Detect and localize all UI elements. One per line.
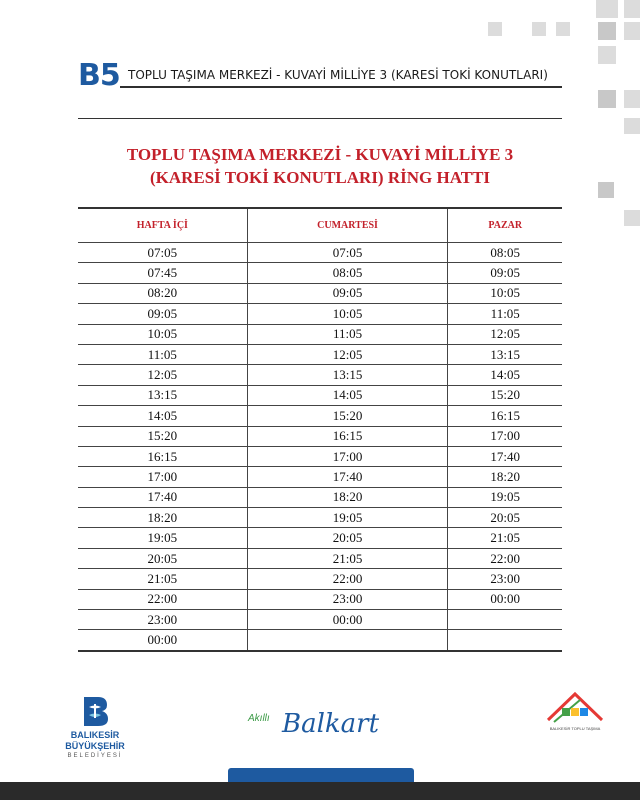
table-row	[78, 243, 562, 263]
table-row	[78, 548, 562, 568]
time-cell-saturday: 21:05	[247, 548, 448, 568]
time-cell-saturday: 17:00	[247, 446, 448, 466]
time-cell-weekday: 08:20	[78, 283, 247, 303]
time-cell-sunday: 19:05	[448, 487, 562, 507]
table-row	[78, 487, 562, 507]
transit-logo-text: BALIKESİR TOPLU TAŞIMA	[549, 726, 601, 731]
table-row	[78, 528, 562, 548]
time-cell-saturday: 11:05	[247, 324, 448, 344]
table-row	[78, 263, 562, 283]
time-cell-saturday: 20:05	[247, 528, 448, 548]
header-divider	[120, 86, 562, 88]
time-cell-saturday: 22:00	[247, 569, 448, 589]
time-cell-sunday: 09:05	[448, 263, 562, 283]
time-cell-saturday: 23:00	[247, 589, 448, 609]
time-cell-saturday: 07:05	[247, 243, 448, 263]
time-cell-saturday: 12:05	[247, 344, 448, 364]
table-row	[78, 365, 562, 385]
document-title-line2: (KARESİ TOKİ KONUTLARI) RİNG HATTI	[149, 168, 491, 187]
time-cell-sunday: 14:05	[448, 365, 562, 385]
time-cell-weekday: 13:15	[78, 385, 247, 405]
time-cell-weekday: 10:05	[78, 324, 247, 344]
table-row	[78, 406, 562, 426]
table-row	[78, 283, 562, 303]
balkart-logo	[248, 705, 398, 745]
time-cell-saturday: 19:05	[247, 508, 448, 528]
time-cell-weekday: 11:05	[78, 344, 247, 364]
transit-logo	[540, 690, 610, 740]
municipality-name-line3: BELEDİYESİ	[67, 753, 123, 759]
route-code: B5	[78, 58, 120, 93]
table-row	[78, 610, 562, 630]
time-cell-saturday	[247, 630, 448, 651]
table-row	[78, 426, 562, 446]
route-title: TOPLU TAŞIMA MERKEZİ - KUVAYİ MİLLİYE 3 (KARESİ TOKİ KONUTLARI)	[128, 68, 548, 82]
balkart-logo-text: Balkart	[282, 709, 380, 739]
time-cell-sunday: 00:00	[448, 589, 562, 609]
table-row	[78, 385, 562, 405]
municipality-name-line1: BALIKESİR	[70, 730, 120, 740]
bottom-bar	[0, 782, 640, 800]
time-cell-weekday: 17:40	[78, 487, 247, 507]
document-title-line1: TOPLU TAŞIMA MERKEZİ - KUVAYİ MİLLİYE 3	[126, 145, 514, 164]
time-cell-sunday	[448, 630, 562, 651]
time-cell-sunday: 21:05	[448, 528, 562, 548]
schedule-body	[78, 243, 562, 651]
time-cell-sunday: 11:05	[448, 304, 562, 324]
time-cell-weekday: 23:00	[78, 610, 247, 630]
table-row	[78, 344, 562, 364]
time-cell-weekday: 19:05	[78, 528, 247, 548]
table-row	[78, 324, 562, 344]
balkart-logo-small-text: Akıllı	[248, 713, 270, 724]
time-cell-saturday: 16:15	[247, 426, 448, 446]
column-header-saturday: CUMARTESİ	[247, 208, 448, 243]
table-row	[78, 304, 562, 324]
column-header-sunday: PAZAR	[448, 208, 562, 243]
time-cell-saturday: 17:40	[247, 467, 448, 487]
time-cell-weekday: 09:05	[78, 304, 247, 324]
time-cell-sunday: 17:40	[448, 446, 562, 466]
column-header-weekday: HAFTA İÇİ	[78, 208, 247, 243]
time-cell-weekday: 15:20	[78, 426, 247, 446]
time-cell-weekday: 22:00	[78, 589, 247, 609]
time-cell-saturday: 18:20	[247, 487, 448, 507]
municipality-emblem-icon	[80, 695, 110, 727]
municipality-name-line2: BÜYÜKŞEHİR	[65, 741, 125, 751]
time-cell-weekday: 07:05	[78, 243, 247, 263]
time-cell-sunday: 18:20	[448, 467, 562, 487]
time-cell-saturday: 10:05	[247, 304, 448, 324]
time-cell-saturday: 14:05	[247, 385, 448, 405]
title-divider	[78, 118, 562, 119]
schedule-header-row	[78, 208, 562, 243]
table-row	[78, 589, 562, 609]
table-row	[78, 446, 562, 466]
time-cell-weekday: 07:45	[78, 263, 247, 283]
transit-logo-icon	[540, 690, 610, 726]
time-cell-saturday: 00:00	[247, 610, 448, 630]
document-title	[78, 143, 562, 189]
table-row	[78, 569, 562, 589]
table-row	[78, 467, 562, 487]
time-cell-saturday: 13:15	[247, 365, 448, 385]
time-cell-weekday: 18:20	[78, 508, 247, 528]
time-cell-sunday: 10:05	[448, 283, 562, 303]
time-cell-sunday: 22:00	[448, 548, 562, 568]
time-cell-weekday: 14:05	[78, 406, 247, 426]
time-cell-weekday: 12:05	[78, 365, 247, 385]
time-cell-sunday: 17:00	[448, 426, 562, 446]
table-row	[78, 508, 562, 528]
time-cell-weekday: 00:00	[78, 630, 247, 651]
time-cell-sunday: 08:05	[448, 243, 562, 263]
time-cell-weekday: 20:05	[78, 548, 247, 568]
time-cell-sunday: 20:05	[448, 508, 562, 528]
municipality-logo	[50, 695, 140, 761]
time-cell-sunday: 16:15	[448, 406, 562, 426]
time-cell-weekday: 17:00	[78, 467, 247, 487]
time-cell-weekday: 16:15	[78, 446, 247, 466]
schedule-table	[78, 207, 562, 652]
time-cell-sunday: 12:05	[448, 324, 562, 344]
table-row	[78, 630, 562, 651]
time-cell-sunday	[448, 610, 562, 630]
time-cell-saturday: 08:05	[247, 263, 448, 283]
time-cell-sunday: 23:00	[448, 569, 562, 589]
time-cell-weekday: 21:05	[78, 569, 247, 589]
time-cell-sunday: 13:15	[448, 344, 562, 364]
time-cell-saturday: 15:20	[247, 406, 448, 426]
time-cell-sunday: 15:20	[448, 385, 562, 405]
time-cell-saturday: 09:05	[247, 283, 448, 303]
